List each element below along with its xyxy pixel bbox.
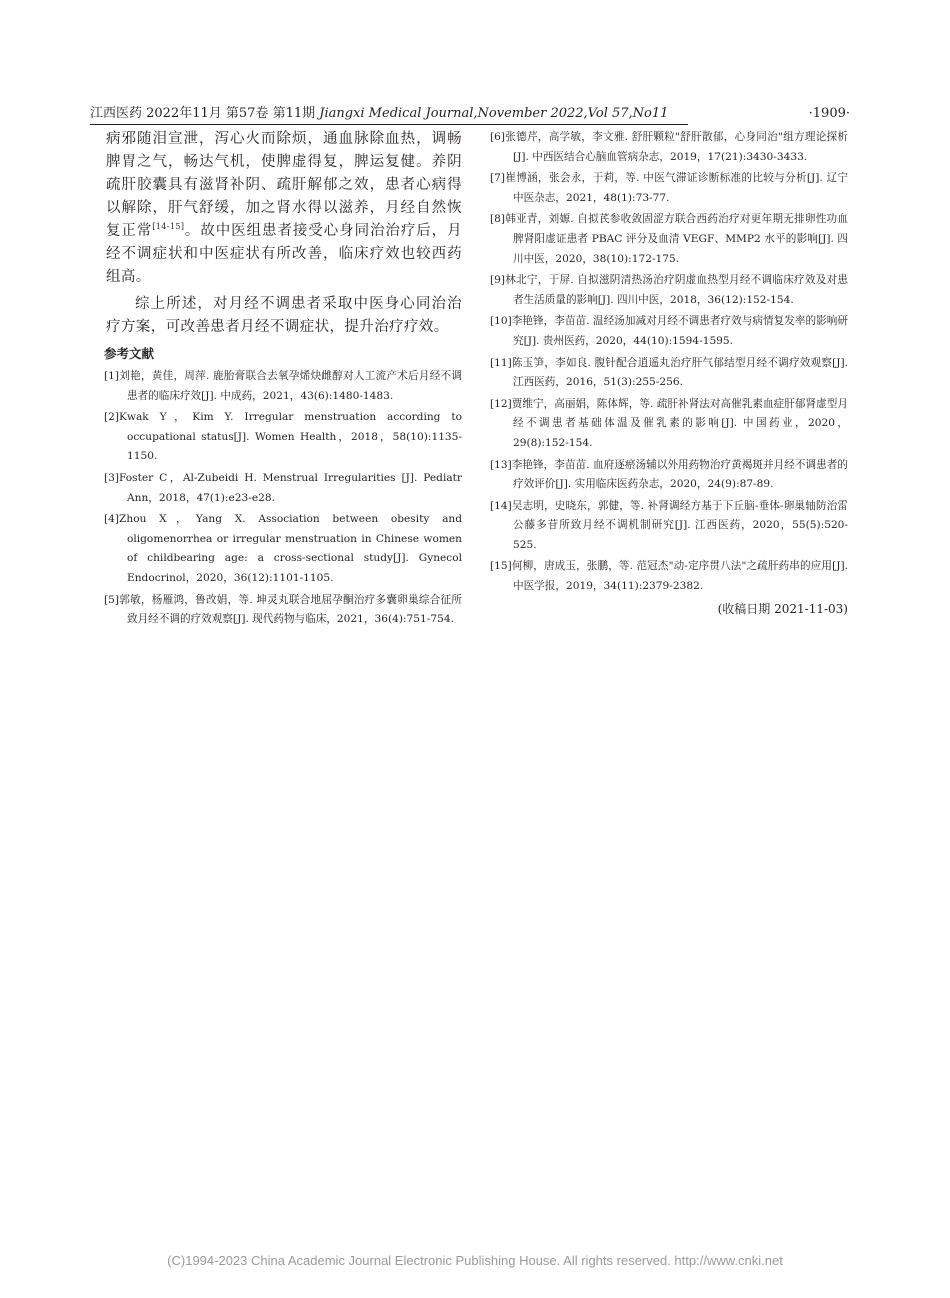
reference-item: [5]郭敏，杨雁鸿，鲁改娟，等. 坤灵丸联合地屈孕酮治疗多囊卵巢综合征所致月经不调的疗效观察[J]. 现代药物与临床，2021，36(4):751-754. [104, 593, 462, 626]
reference-item: [6]张德芹，高学敏，李文雅. 舒肝颗粒"舒肝散郁，心身同治"组方理论探析[J]. 中西医结合心脑血管病杂志，2019，17(21):3430-3433. [490, 131, 848, 163]
paragraph-1-text: 病邪随泪宣泄，泻心火而除烦，通血脉除血热，调畅脾胃之气，畅达气机，使脾虚得复，脾运复健。养阴疏肝胶囊具有滋肾补阴、疏肝解郁之效，患者心病得以解除，肝气舒缓，加之肾水得以滋养，月经自然恢复正常 [106, 131, 462, 239]
references-heading: 参考文献 [104, 346, 155, 361]
reference-item: [7]崔博涵，张会永，于莉，等. 中医气滞证诊断标准的比较与分析[J]. 辽宁中医杂志，2021，48(1):73-77. [490, 172, 848, 204]
reference-item: [8]韩亚青，刘嫄. 自拟芪参收敛固涩方联合西药治疗对更年期无排卵性功血脾肾阳虚证患者 PBAC 评分及血清 VEGF、MMP2 水平的影响[J]. 四川中医，2020，38(10):172-175. [490, 213, 848, 265]
body-paragraph-2: 综上所述，对月经不调患者采取中医身心同治治疗方案，可改善患者月经不调症状，提升治疗疗效。 [106, 296, 462, 335]
copyright-footer: (C)1994-2023 China Academic Journal Electronic Publishing House. All rights reserved. http://www.cnki.net [167, 1253, 783, 1268]
reference-item: [14]吴志明，史晓东，郭健，等. 补肾调经方基于下丘脑-垂体-卵巢轴防治雷公藤多苷所致月经不调机制研究[J]. 江西医药，2020，55(5):520-525. [490, 499, 848, 551]
header-rule [90, 124, 688, 125]
citation-14-15[interactable]: [14-15] [152, 222, 185, 232]
page-number: ·1909· [808, 106, 850, 121]
reference-item: [1]刘艳，黄佳，周萍. 鹿胎膏联合去氧孕烯炔雌醇对人工流产术后月经不调患者的临床疗效[J]. 中成药，2021，43(6):1480-1483. [104, 370, 462, 402]
reference-item: [3]Foster C，Al-Zubeidi H. Menstrual Irregularities [J]. Pediatr Ann，2018，47(1):e23-e28. [104, 471, 462, 504]
received-date: (收稿日期 2021-11-03) [717, 601, 848, 616]
running-header [90, 104, 860, 124]
reference-item: [12]贾维宁，高丽娟，陈体辉，等. 疏肝补肾法对高催乳素血症肝郁肾虚型月经不调患者基础体温及催乳素的影响[J]. 中国药业，2020，29(8):152-154. [490, 397, 848, 449]
reference-item: [2]Kwak Y，Kim Y. Irregular menstruation according to occupational status[J]. Women Health，2018，58(10):1135-1150. [104, 411, 462, 463]
left-column [106, 128, 462, 632]
reference-item: [10]李艳锋，李苗苗. 温经汤加减对月经不调患者疗效与病情复发率的影响研究[J]. 贵州医药，2020，44(10):1594-1595. [490, 315, 848, 347]
reference-item: [4]Zhou X，Yang X. Association between obesity and oligomenorrhea or irregular menstruation in Chinese women of childbearing age: a cross-sectional study[J]. Gynecol Endocrinol，2020，36(12):1101-1105. [104, 513, 462, 584]
running-title [90, 104, 668, 124]
reference-item: [15]何柳，唐成玉，张鹏，等. 范冠杰"动-定序贯八法"之疏肝药串的应用[J]. 中医学报，2019，34(11):2379-2382. [490, 560, 848, 593]
body-paragraph-1 [106, 128, 462, 289]
reference-item: [9]林北宁，于屏. 自拟滋阴清热汤治疗阴虚血热型月经不调临床疗效及对患者生活质量的影响[J]. 四川中医，2018，36(12):152-154. [490, 274, 848, 306]
reference-item: [11]陈玉笋，李如良. 腹针配合逍遥丸治疗肝气郁结型月经不调疗效观察[J]. 江西医药，2016，51(3):255-256. [490, 356, 848, 389]
running-title-en: Jiangxi Medical Journal,November 2022,Vol 57,No11 [319, 106, 669, 121]
running-title-cn: 江西医药 2022年11月 第57卷 第11期 [90, 106, 316, 121]
reference-item: [13]李艳锋，李苗苗. 血府逐瘀汤辅以外用药物治疗黄褐斑并月经不调患者的疗效评价[J]. 实用临床医药杂志，2020，24(9):87-89. [490, 458, 848, 491]
right-column [492, 128, 848, 619]
paragraph-1-tail: 。故中医组患者接受心身同治治疗后，月经不调症状和中医症状有所改善，临床疗效也较西药组高。 [106, 223, 463, 285]
